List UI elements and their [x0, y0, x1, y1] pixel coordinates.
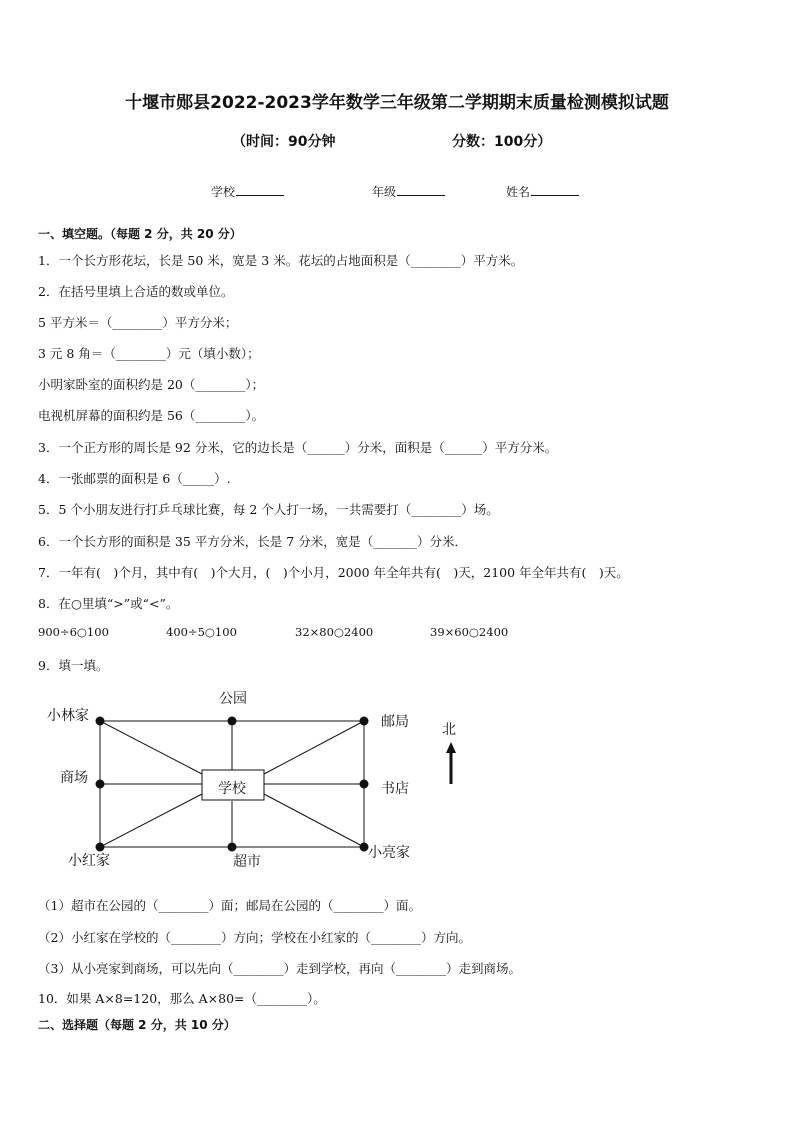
- xiaolin-road: [100, 721, 202, 774]
- school-blank[interactable]: [236, 183, 284, 196]
- park-point: [228, 717, 237, 726]
- section-2-heading: 二、选择题（每题 2 分，共 10 分）: [38, 1018, 236, 1032]
- supermarket-point: [228, 843, 237, 852]
- question-8: 8．在○里填“>”或“<”。: [38, 596, 179, 611]
- question-2: 2．在括号里填上合适的数或单位。: [38, 284, 234, 299]
- xiaohong-road: [100, 794, 202, 847]
- question-9-part-2: （2）小红家在学校的（________）方向；学校在小红家的（________）方向。: [38, 930, 471, 945]
- xiaohong-label: 小红家: [68, 853, 110, 869]
- xiaolin-label: 小林家: [47, 708, 89, 724]
- exam-time: （时间：90分钟: [232, 134, 336, 150]
- market-label: 商场: [60, 770, 88, 786]
- grade-field: [372, 183, 445, 200]
- question-3: 3．一个正方形的周长是 92 分米，它的边长是（______）分米，面积是（______）平方分米。: [38, 440, 558, 455]
- question-10: 10．如果 A×8=120，那么 A×80=（________）。: [38, 991, 326, 1006]
- park-label: 公园: [219, 691, 247, 707]
- direction-map: [38, 684, 478, 874]
- name-field: [506, 183, 579, 200]
- school-label: 学校: [218, 781, 246, 797]
- grade-label: 年级: [372, 185, 397, 199]
- question-1: 1．一个长方形花坛，长是 50 米，宽是 3 米。花坛的占地面积是（________）平方米。: [38, 253, 524, 268]
- post-road: [264, 721, 364, 774]
- school-label: 学校: [211, 185, 236, 199]
- post-point: [360, 717, 369, 726]
- question-9-part-3: （3）从小亮家到商场，可以先向（________）走到学校，再向（________）走到商场。: [38, 961, 521, 976]
- question-7: 7．一年有( )个月，其中有( )个大月，( )个小月，2000 年全年共有( )天，2100 年全年共有( )天。: [38, 565, 629, 580]
- page-title: 十堰市郧县2022-2023学年数学三年级第二学期期末质量检测模拟试题: [125, 93, 669, 113]
- market-point: [96, 780, 105, 789]
- north-arrow-icon: [446, 742, 456, 784]
- school-field: [211, 183, 284, 200]
- north-label: 北: [442, 722, 456, 738]
- question-9-part-1: （1）超市在公园的（________）面；邮局在公园的（________）面。: [38, 898, 421, 913]
- question-4: 4．一张邮票的面积是 6（_____）.: [38, 471, 231, 486]
- exam-score: 分数：100分）: [452, 134, 552, 150]
- section-1-heading: 一、填空题。（每题 2 分，共 20 分）: [38, 227, 242, 241]
- compare-item-4: 39×60○2400: [430, 625, 509, 639]
- bookstore-label: 书店: [381, 781, 409, 797]
- question-6: 6．一个长方形的面积是 35 平方分米，长是 7 分米，宽是（_______）分米．: [38, 534, 467, 549]
- bookstore-point: [360, 780, 369, 789]
- compare-item-2: 400÷5○100: [166, 625, 237, 639]
- question-2-item-3: 小明家卧室的面积约是 20（________）；: [38, 377, 265, 392]
- question-9: 9．填一填。: [38, 658, 109, 673]
- name-label: 姓名: [506, 185, 531, 199]
- compare-item-1: 900÷6○100: [38, 625, 109, 639]
- question-2-item-4: 电视机屏幕的面积约是 56（________）。: [38, 408, 265, 423]
- question-5: 5．5 个小朋友进行打乒乓球比赛，每 2 个人打一场，一共需要打（________）场。: [38, 502, 499, 517]
- grade-blank[interactable]: [397, 183, 445, 196]
- post-label: 邮局: [381, 714, 409, 730]
- supermarket-label: 超市: [233, 854, 261, 870]
- compare-item-3: 32×80○2400: [295, 625, 374, 639]
- xiaoliang-road: [264, 794, 364, 847]
- xiaohong-point: [96, 843, 105, 852]
- xiaoliang-label: 小亮家: [368, 845, 410, 861]
- question-2-item-2: 3 元 8 角＝（________）元（填小数）；: [38, 346, 260, 361]
- name-blank[interactable]: [531, 183, 579, 196]
- xiaolin-point: [96, 717, 105, 726]
- question-2-item-1: 5 平方米＝（________）平方分米；: [38, 315, 238, 330]
